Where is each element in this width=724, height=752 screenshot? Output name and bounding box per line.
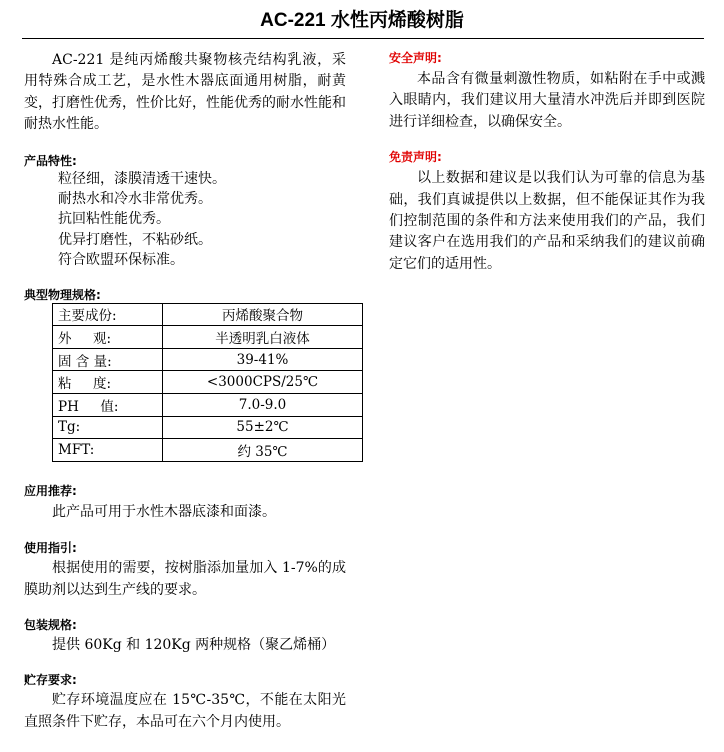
right-column	[389, 50, 705, 275]
spec-value: 丙烯酸聚合物	[163, 303, 363, 326]
usage-text: 根据使用的需要，按树脂添加量加入 1-7%的成膜助剂以达到生产线的要求。	[24, 560, 346, 598]
storage-heading: 贮存要求:	[24, 673, 77, 688]
spec-value: 39-41%	[163, 348, 363, 371]
application-heading: 应用推荐:	[24, 483, 77, 498]
spec-key: 主要成份:	[53, 303, 163, 326]
usage-heading: 使用指引:	[24, 541, 77, 556]
packaging-heading: 包装规格:	[24, 618, 77, 633]
storage-text: 贮存环境温度应在 15℃-35℃，不能在太阳光直照条件下贮存，本品可在六个月内使用。	[24, 692, 346, 730]
safety-heading: 安全声明:	[389, 51, 442, 65]
feature-item: 抗回粘性能优秀。	[58, 211, 170, 228]
spec-key: 固 含 量:	[53, 348, 163, 371]
disclaimer-text: 以上数据和建议是以我们认为可靠的信息为基础，我们真诚提供以上数据，但不能保证其作为我们控制范围的条件和方法来使用我们的产品，我们建议客户在选用我们的产品和采纳我们的建议前确定它们的适用性。	[389, 170, 705, 272]
spec-key: 外 观:	[53, 326, 163, 349]
features-list	[24, 169, 346, 271]
spec-key: PH 值:	[53, 394, 163, 417]
disclaimer-heading: 免责声明:	[389, 150, 442, 165]
specs-table	[52, 303, 363, 462]
feature-item: 优异打磨性，不粘砂纸。	[58, 231, 212, 248]
page-title: AC-221 水性丙烯酸树脂	[260, 10, 464, 31]
spec-value: 7.0-9.0	[163, 394, 363, 417]
features-heading: 产品特性:	[24, 153, 77, 168]
spec-value: <3000CPS/25℃	[163, 371, 363, 394]
spec-value: 55±2℃	[163, 416, 363, 439]
table-row	[53, 439, 363, 462]
table-row	[53, 348, 363, 371]
table-row	[53, 371, 363, 394]
spec-key: Tg:	[53, 416, 163, 439]
packaging-text: 提供 60Kg 和 120Kg 两种规格（聚乙烯桶）	[52, 637, 336, 654]
spec-value: 半透明乳白液体	[163, 326, 363, 349]
spec-value: 约 35℃	[163, 439, 363, 462]
title-divider	[22, 38, 704, 39]
feature-item: 粒径细，漆膜清透干速快。	[58, 170, 226, 187]
table-row	[53, 416, 363, 439]
spec-key: MFT:	[53, 439, 163, 462]
table-row	[53, 326, 363, 349]
feature-item: 耐热水和冷水非常优秀。	[58, 191, 212, 208]
intro-paragraph: AC-221 是纯丙烯酸共聚物核壳结构乳液，采用特殊合成工艺，是水性木器底面通用树脂，耐黄变，打磨性优秀，性价比好，性能优秀的耐水性能和耐热水性能。	[24, 52, 346, 133]
application-text: 此产品可用于水性木器底漆和面漆。	[52, 503, 276, 520]
spec-key: 粘 度:	[53, 371, 163, 394]
left-column	[24, 50, 346, 733]
safety-text: 本品含有微量刺激性物质，如粘附在手中或溅入眼睛内，我们建议用大量清水冲洗后并即到医院进行详细检查，以确保安全。	[389, 71, 705, 130]
table-row	[53, 394, 363, 417]
specs-heading: 典型物理规格:	[24, 287, 101, 302]
table-row	[53, 303, 363, 326]
feature-item: 符合欧盟环保标准。	[58, 252, 184, 269]
